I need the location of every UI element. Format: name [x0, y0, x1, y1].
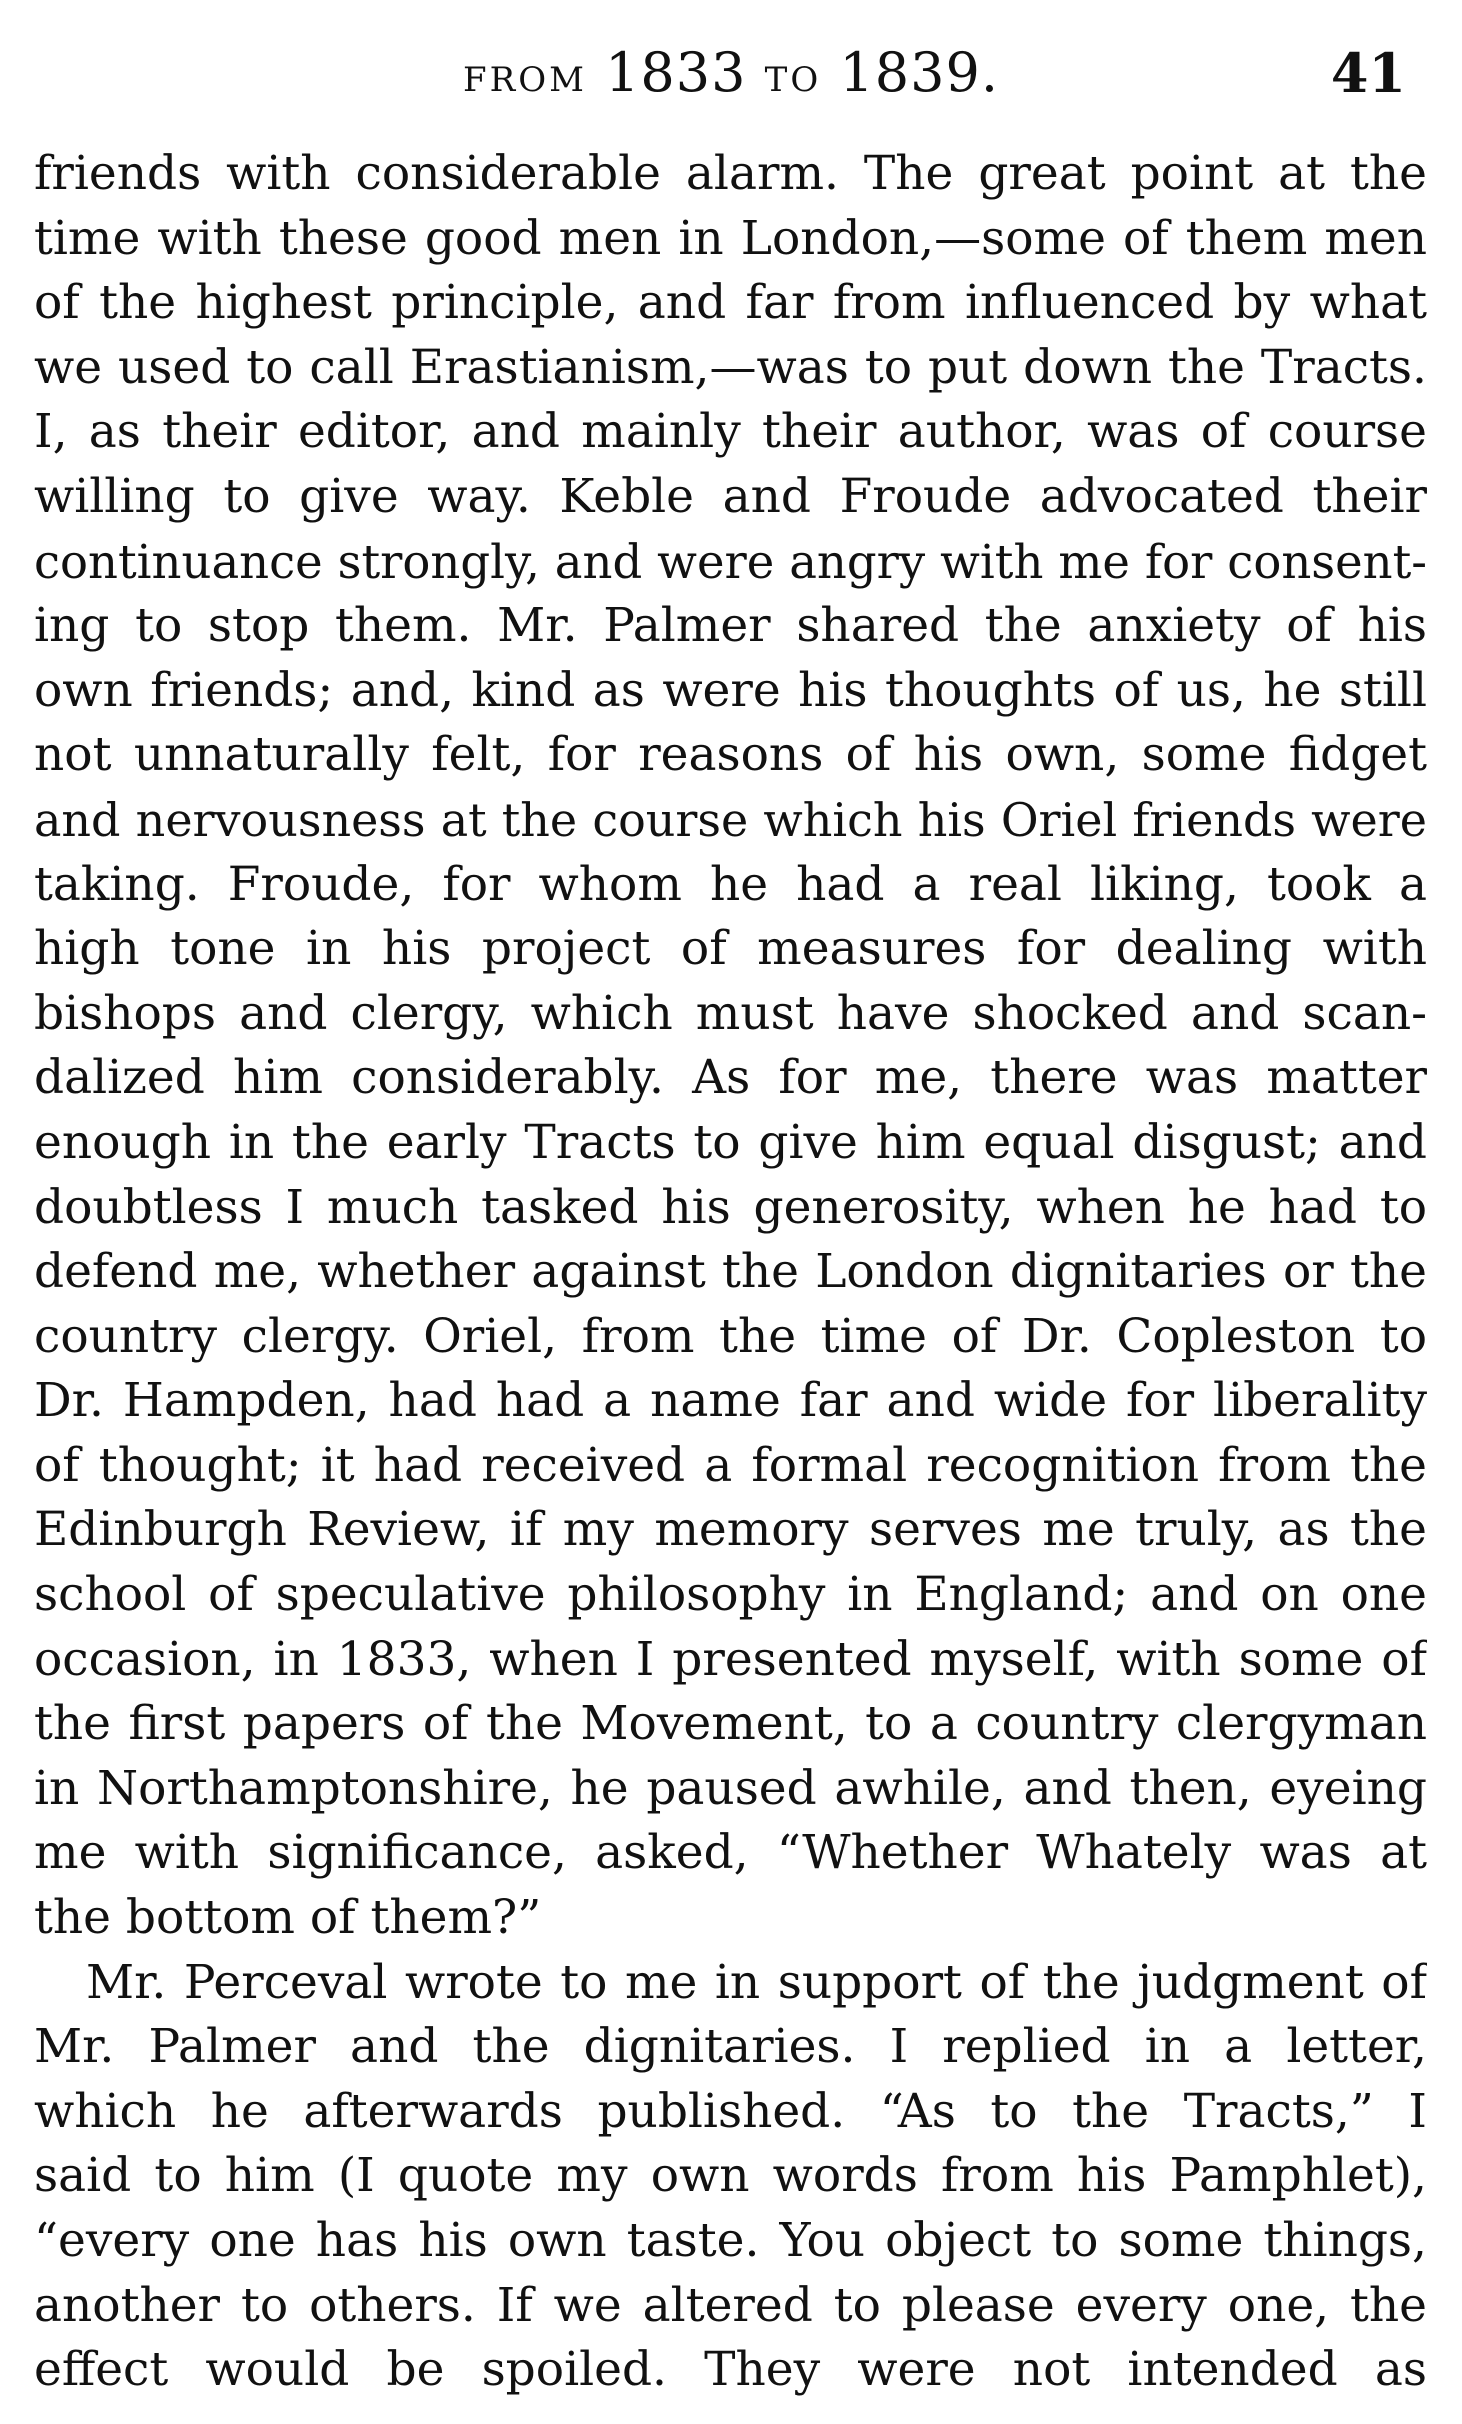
running-header	[34, 38, 1428, 108]
header-to-word: TO	[764, 60, 822, 100]
page-number: 41	[1330, 41, 1406, 105]
text-line: Edinburgh Review, if my memory serves me truly, as the	[34, 1502, 1427, 1558]
text-line: own friends; and, kind as were his thoughts of us, he still	[34, 662, 1427, 718]
body-text	[34, 142, 1427, 2403]
text-line: country clergy. Oriel, from the time of Dr. Copleston to	[34, 1308, 1427, 1364]
header-end-year: 1839.	[839, 41, 999, 104]
text-line: Mr. Palmer and the dignitaries. I replied in a letter,	[34, 2019, 1427, 2075]
text-line: I, as their editor, and mainly their author, was of course	[34, 404, 1427, 460]
text-line: the bottom of them?”	[34, 1890, 542, 1946]
text-line: Mr. Perceval wrote to me in support of the judgment of	[86, 1954, 1427, 2010]
paragraph-2	[34, 1951, 1427, 2403]
text-line: me with significance, asked, “Whether Whately was at	[34, 1825, 1427, 1881]
text-line: enough in the early Tracts to give him equal disgust; and	[34, 1114, 1427, 1170]
text-line: ing to stop them. Mr. Palmer shared the anxiety of his	[34, 598, 1427, 654]
text-line: which he afterwards published. “As to the Tracts,” I	[34, 2083, 1427, 2139]
text-line: said to him (I quote my own words from his Pamphlet),	[34, 2148, 1427, 2204]
text-line: high tone in his project of measures for dealing with	[34, 921, 1427, 977]
text-line: dalized him considerably. As for me, there was matter	[34, 1050, 1427, 1106]
text-line: defend me, whether against the London dignitaries or the	[34, 1244, 1427, 1300]
text-line: bishops and clergy, which must have shocked and scan-	[34, 985, 1427, 1041]
text-line: willing to give way. Keble and Froude advocated their	[34, 468, 1427, 524]
text-line: Dr. Hampden, had had a name far and wide for liberality	[34, 1373, 1427, 1429]
header-from-word: FROM	[463, 60, 587, 100]
text-line: occasion, in 1833, when I presented myself, with some of	[34, 1631, 1427, 1687]
text-line: doubtless I much tasked his generosity, when he had to	[34, 1179, 1427, 1235]
text-line: we used to call Erastianism,—was to put down the Tracts.	[34, 339, 1427, 395]
text-line: in Northamptonshire, he paused awhile, and then, eyeing	[34, 1760, 1427, 1816]
paragraph-1	[34, 142, 1427, 1951]
text-line: continuance strongly, and were angry with me for consent-	[34, 534, 1427, 589]
text-line: the first papers of the Movement, to a country clergyman	[34, 1696, 1427, 1752]
text-line: school of speculative philosophy in England; and on one	[34, 1567, 1427, 1623]
text-line: and nervousness at the course which his Oriel friends were	[34, 792, 1427, 847]
text-line: friends with considerable alarm. The great point at the	[34, 146, 1427, 201]
text-line: of thought; it had received a formal recognition from the	[34, 1437, 1427, 1493]
text-line: effect would be spoiled. They were not intended as	[34, 2342, 1427, 2398]
header-start-year: 1833	[605, 41, 747, 104]
text-line: another to others. If we altered to please every one, the	[34, 2277, 1427, 2333]
text-line: not unnaturally felt, for reasons of his own, some fidget	[34, 727, 1427, 783]
running-title	[34, 38, 1428, 115]
text-line: of the highest principle, and far from influenced by what	[34, 275, 1427, 331]
text-line: “every one has his own taste. You object to some things,	[34, 2213, 1427, 2268]
text-line: taking. Froude, for whom he had a real liking, took a	[34, 856, 1427, 912]
text-line: time with these good men in London,—some of them men	[34, 210, 1427, 266]
